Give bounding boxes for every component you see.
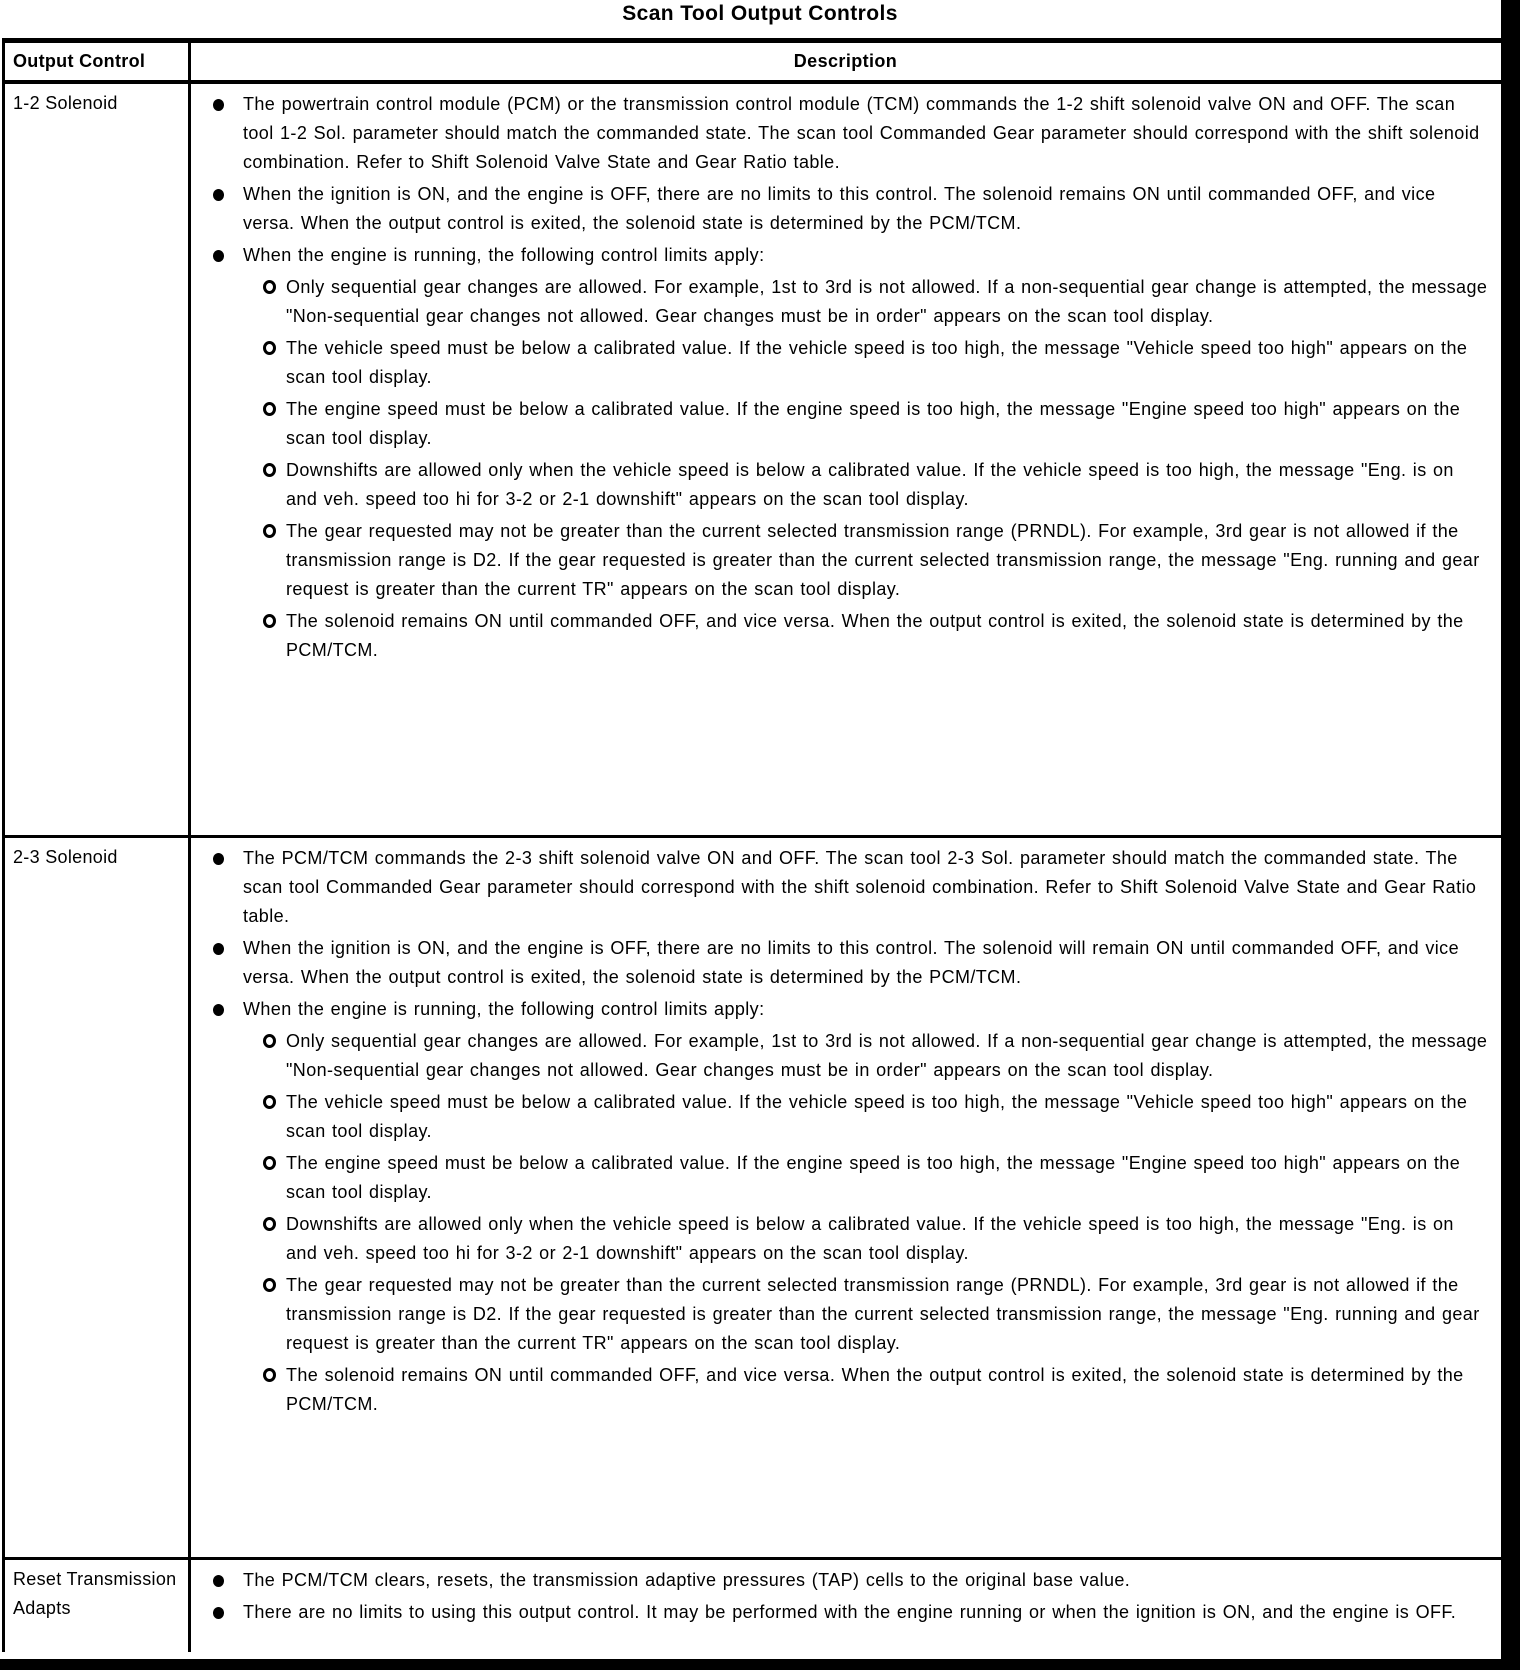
item-text: The vehicle speed must be below a calibrated value. If the vehicle speed is too high, the message "Vehicle speed too high" appears on the scan tool display. [286, 1092, 1468, 1141]
bullet-item [201, 1566, 1490, 1595]
bottom-border-bar [0, 1659, 1520, 1670]
bullet-icon [213, 844, 243, 865]
circle-bullet-icon [263, 334, 286, 355]
circle-bullet-icon [263, 456, 286, 477]
sub-bullet-item [201, 273, 1490, 331]
bullet-icon [213, 241, 243, 262]
item-text: Downshifts are allowed only when the vehicle speed is below a calibrated value. If the vehicle speed is too high, the message "Eng. is on and veh. speed too hi for 3-2 or 2-1 downshift" appears on the scan tool display. [286, 460, 1454, 509]
bullet-item [201, 995, 1490, 1024]
bullet-item [201, 934, 1490, 992]
circle-bullet-icon [263, 273, 286, 294]
description-cell [191, 1560, 1502, 1652]
circle-bullet-icon [263, 1149, 286, 1170]
item-text: The solenoid remains ON until commanded OFF, and vice versa. When the output control is exited, the solenoid state is determined by the PCM/TCM. [286, 1365, 1464, 1414]
item-text: Only sequential gear changes are allowed. For example, 1st to 3rd is not allowed. If a non-sequential gear change is attempted, the message "Non-sequential gear changes not allowed. Gear changes must be in order" appears on the scan tool display. [286, 277, 1488, 326]
output-control-cell: Reset Transmission Adapts [5, 1560, 191, 1652]
item-text: Only sequential gear changes are allowed. For example, 1st to 3rd is not allowed. If a non-sequential gear change is attempted, the message "Non-sequential gear changes not allowed. Gear changes must be in order" appears on the scan tool display. [286, 1031, 1488, 1080]
description-cell [191, 84, 1502, 835]
right-border-bar [1501, 0, 1520, 1670]
bullet-icon [213, 995, 243, 1016]
table-body [5, 84, 1502, 1652]
item-text: The engine speed must be below a calibrated value. If the engine speed is too high, the message "Engine speed too high" appears on the scan tool display. [286, 399, 1461, 448]
circle-bullet-icon [263, 1088, 286, 1109]
item-text: The vehicle speed must be below a calibrated value. If the vehicle speed is too high, the message "Vehicle speed too high" appears on the scan tool display. [286, 338, 1468, 387]
item-text: When the ignition is ON, and the engine is OFF, there are no limits to this control. The solenoid will remain ON until commanded OFF, and vice versa. When the output control is exited, the solenoid state is determined by the PCM/TCM. [243, 938, 1459, 987]
item-text: The PCM/TCM commands the 2-3 shift solenoid valve ON and OFF. The scan tool 2-3 Sol. parameter should match the commanded state. The scan tool Commanded Gear parameter should correspond with the shift solenoid combination. Refer to Shift Solenoid Valve State and Gear Ratio table. [243, 848, 1477, 926]
bullet-icon [213, 1598, 243, 1619]
sub-bullet-item [201, 395, 1490, 453]
circle-bullet-icon [263, 1361, 286, 1382]
sub-bullet-item [201, 1361, 1490, 1419]
table-row [5, 84, 1502, 835]
table-row [5, 835, 1502, 1557]
bullet-icon [213, 180, 243, 201]
item-text: The gear requested may not be greater than the current selected transmission range (PRNDL). For example, 3rd gear is not allowed if the transmission range is D2. If the gear requested is greater than the current selected transmission range, the message "Eng. running and gear request is greater than the current TR" appears on the scan tool display. [286, 521, 1480, 599]
item-text: When the engine is running, the following control limits apply: [243, 245, 765, 265]
circle-bullet-icon [263, 517, 286, 538]
item-text: When the engine is running, the following control limits apply: [243, 999, 765, 1019]
item-text: The solenoid remains ON until commanded OFF, and vice versa. When the output control is exited, the solenoid state is determined by the PCM/TCM. [286, 611, 1464, 660]
item-text: The engine speed must be below a calibrated value. If the engine speed is too high, the message "Engine speed too high" appears on the scan tool display. [286, 1153, 1461, 1202]
sub-bullet-item [201, 1027, 1490, 1085]
bullet-icon [213, 90, 243, 111]
sub-bullet-item [201, 1271, 1490, 1358]
item-text: Downshifts are allowed only when the vehicle speed is below a calibrated value. If the vehicle speed is too high, the message "Eng. is on and veh. speed too hi for 3-2 or 2-1 downshift" appears on the scan tool display. [286, 1214, 1454, 1263]
item-text: The gear requested may not be greater than the current selected transmission range (PRNDL). For example, 3rd gear is not allowed if the transmission range is D2. If the gear requested is greater than the current selected transmission range, the message "Eng. running and gear request is greater than the current TR" appears on the scan tool display. [286, 1275, 1480, 1353]
output-control-cell: 2-3 Solenoid [5, 838, 191, 1557]
circle-bullet-icon [263, 1027, 286, 1048]
circle-bullet-icon [263, 395, 286, 416]
bullet-icon [213, 1566, 243, 1587]
table-header-row [5, 43, 1502, 84]
output-controls-table [2, 38, 1502, 1652]
sub-bullet-item [201, 607, 1490, 665]
bullet-item [201, 1598, 1490, 1627]
bullet-item [201, 844, 1490, 931]
item-text: When the ignition is ON, and the engine is OFF, there are no limits to this control. The solenoid remains ON until commanded OFF, and vice versa. When the output control is exited, the solenoid state is determined by the PCM/TCM. [243, 184, 1436, 233]
circle-bullet-icon [263, 607, 286, 628]
item-text: The powertrain control module (PCM) or the transmission control module (TCM) commands the 1-2 shift solenoid valve ON and OFF. The scan tool 1-2 Sol. parameter should match the commanded state. The scan tool Commanded Gear parameter should correspond with the shift solenoid combination. Refer to Shift Solenoid Valve State and Gear Ratio table. [243, 94, 1480, 172]
header-description: Description [793, 51, 898, 71]
sub-bullet-item [201, 517, 1490, 604]
sub-bullet-item [201, 1149, 1490, 1207]
output-control-cell: 1-2 Solenoid [5, 84, 191, 835]
header-output-control: Output Control [5, 43, 191, 80]
bullet-item [201, 241, 1490, 270]
description-cell [191, 838, 1502, 1557]
sub-bullet-item [201, 1210, 1490, 1268]
circle-bullet-icon [263, 1210, 286, 1231]
circle-bullet-icon [263, 1271, 286, 1292]
bullet-icon [213, 934, 243, 955]
page-title: Scan Tool Output Controls [622, 2, 898, 25]
sub-bullet-item [201, 1088, 1490, 1146]
sub-bullet-item [201, 334, 1490, 392]
bullet-item [201, 90, 1490, 177]
table-row [5, 1557, 1502, 1652]
bullet-item [201, 180, 1490, 238]
item-text: There are no limits to using this output control. It may be performed with the engine running or when the ignition is ON, and the engine is OFF. [243, 1602, 1457, 1622]
item-text: The PCM/TCM clears, resets, the transmission adaptive pressures (TAP) cells to the original base value. [243, 1570, 1131, 1590]
sub-bullet-item [201, 456, 1490, 514]
